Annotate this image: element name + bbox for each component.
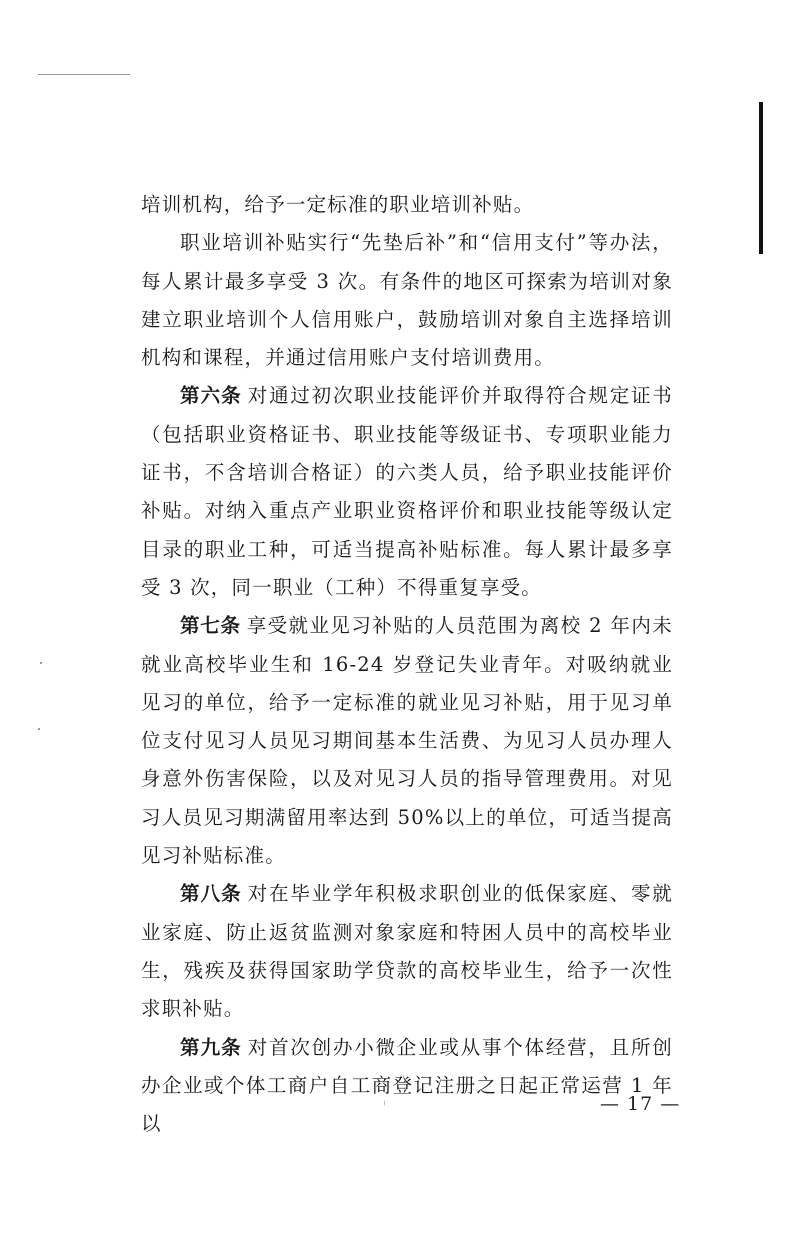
page-number: — 17 — [600, 1093, 681, 1115]
scan-artifact-edge [759, 102, 763, 254]
document-body [141, 186, 673, 1143]
paragraph-continuation [141, 186, 673, 224]
paragraph-training-subsidy [141, 224, 673, 377]
paragraph-article-9 [141, 1029, 673, 1144]
paragraph-article-8 [141, 875, 673, 1028]
scan-artifact-dot [40, 662, 42, 664]
article-label: 第八条 [180, 882, 242, 906]
article-label: 第七条 [180, 614, 241, 638]
paragraph-text: 对通过初次职业技能评价并取得符合规定证书（包括职业资格证书、职业技能等级证书、专项职业能力证书，不含培训合格证）的六类人员，给予职业技能评价补贴。对纳入重点产业职业资格评价和职业技能等级认定目录的职业工种，可适当提高补贴标准。每人累计最多享受 3 次，同一职业（工种）不得重复享受。 [141, 384, 673, 599]
paragraph-text: 对在毕业学年积极求职创业的低保家庭、零就业家庭、防止返贫监测对象家庭和特困人员中的高校毕业生，残疾及获得国家助学贷款的高校毕业生，给予一次性求职补贴。 [141, 882, 673, 1021]
scan-artifact-line [38, 74, 130, 75]
paragraph-text: 培训机构，给予一定标准的职业培训补贴。 [141, 193, 535, 216]
scan-artifact-dot [38, 728, 40, 730]
paragraph-text: 对首次创办小微企业或从事个体经营，且所创办企业或个体工商户自工商登记注册之日起正常运营 1 年以 [141, 1035, 673, 1136]
article-label: 第九条 [180, 1035, 242, 1059]
paragraph-text: 职业培训补贴实行“先垫后补”和“信用支付”等办法，每人累计最多享受 3 次。有条件的地区可探索为培训对象建立职业培训个人信用账户，鼓励培训对象自主选择培训机构和课程，并通过信用账户支付培训费用。 [141, 231, 673, 370]
paragraph-text: 享受就业见习补贴的人员范围为离校 2 年内未就业高校毕业生和 16-24 岁登记失业青年。对吸纳就业见习的单位，给予一定标准的就业见习补贴，用于见习单位支付见习人员见习期间基本生活费、为见习人员办理人身意外伤害保险，以及对见习人员的指导管理费用。对见习人员见习期满留用率达到 50%以上的单位，可适当提高见习补贴标准。 [141, 614, 673, 868]
article-label: 第六条 [180, 384, 242, 408]
paragraph-article-6 [141, 377, 673, 607]
paragraph-article-7 [141, 607, 673, 875]
